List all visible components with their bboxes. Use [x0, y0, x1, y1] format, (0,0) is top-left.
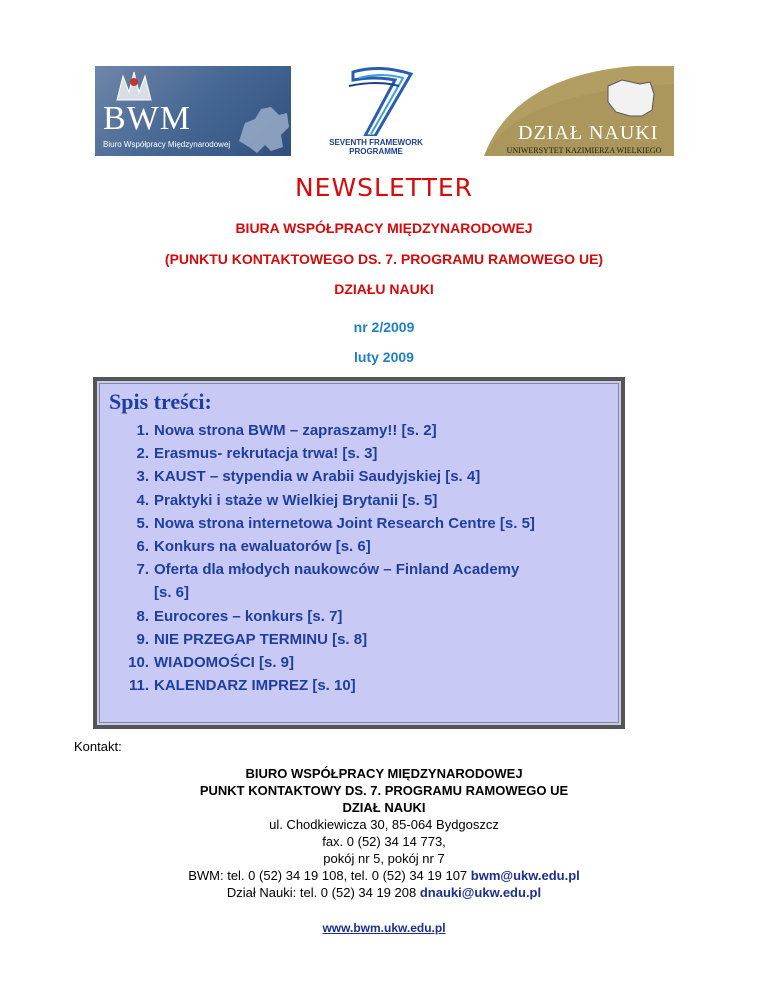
- bwm-email-link[interactable]: bwm@ukw.edu.pl: [470, 868, 580, 883]
- bwm-logo-subtitle: Biuro Współpracy Międzynarodowej: [103, 140, 231, 149]
- toc-item: 6. Konkurs na ewaluatorów [s. 6]: [136, 538, 371, 556]
- toc-list: [107, 419, 535, 697]
- toc-item: 10. WIADOMOŚCI [s. 9]: [128, 654, 295, 672]
- table-of-contents: [93, 377, 625, 729]
- fp7-logo: [319, 66, 433, 158]
- dn-email-link[interactable]: dnauki@ukw.edu.pl: [419, 885, 542, 900]
- bwm-phone: BWM: tel. 0 (52) 34 19 108, tel. 0 (52) 34 19 107: [188, 868, 468, 883]
- contact-org-line-3: DZIAŁ NAUKI: [342, 800, 426, 815]
- org-line-1: BIURA WSPÓŁPRACY MIĘDZYNARODOWEJ: [235, 220, 533, 236]
- crest-icon: [111, 70, 157, 104]
- org-line-2: (PUNKTU KONTAKTOWEGO DS. 7. PROGRAMU RAMOWEGO UE): [164, 251, 604, 267]
- newsletter-title: NEWSLETTER: [294, 173, 474, 202]
- toc-item: 5. Nowa strona internetowa Joint Research Centre [s. 5]: [136, 514, 535, 532]
- dzial-nauki-logo-subtitle: UNIWERSYTET KAZIMIERZA WIELKIEGO: [506, 146, 662, 155]
- fp7-seven-icon: [319, 66, 433, 136]
- website-line: [0, 920, 768, 935]
- dzial-nauki-logo-title: DZIAŁ NAUKI: [518, 122, 659, 144]
- contact-rooms: pokój nr 5, pokój nr 7: [323, 851, 445, 866]
- contact-org-line-1: BIURO WSPÓŁPRACY MIĘDZYNARODOWEJ: [245, 766, 523, 781]
- toc-item: 9. NIE PRZEGAP TERMINU [s. 8]: [136, 630, 368, 648]
- dn-phone: Dział Nauki: tel. 0 (52) 34 19 208: [226, 885, 417, 900]
- bwm-logo-letters: BWM: [103, 100, 191, 137]
- toc-item: 4. Praktyki i staże w Wielkiej Brytanii [s. 5]: [136, 491, 438, 509]
- toc-item: 11. KALENDARZ IMPREZ [s. 10]: [128, 677, 356, 695]
- contact-label: Kontakt:: [74, 739, 122, 754]
- contact-address: ul. Chodkiewicza 30, 85-064 Bydgoszcz: [269, 817, 499, 832]
- contact-org-line-2: PUNKT KONTAKTOWY DS. 7. PROGRAMU RAMOWEGO UE: [199, 783, 569, 798]
- contact-bwm-line: [0, 868, 768, 883]
- toc-item: 7. Oferta dla młodych naukowców – Finland Academy [s. 6]: [136, 561, 520, 602]
- toc-item: 8. Eurocores – konkurs [s. 7]: [136, 607, 343, 625]
- fp7-logo-line1: SEVENTH FRAMEWORK: [329, 138, 423, 147]
- toc-item: 2. Erasmus- rekrutacja trwa! [s. 3]: [136, 445, 378, 463]
- website-link[interactable]: www.bwm.ukw.edu.pl: [322, 921, 446, 935]
- bwm-logo: [95, 66, 291, 156]
- contact-dn-line: [0, 885, 768, 900]
- issue-number: nr 2/2009: [353, 319, 415, 335]
- dzial-nauki-logo: [484, 66, 674, 156]
- contact-fax: fax. 0 (52) 34 14 773,: [322, 834, 446, 849]
- org-line-3: DZIAŁU NAUKI: [334, 281, 434, 297]
- europe-map-icon: [235, 101, 291, 156]
- issue-date: luty 2009: [354, 349, 414, 365]
- toc-item: 3. KAUST – stypendia w Arabii Saudyjskiej [s. 4]: [136, 468, 481, 486]
- toc-item: 1. Nowa strona BWM – zapraszamy!! [s. 2]: [136, 422, 437, 439]
- toc-title: Spis treści:: [109, 389, 212, 414]
- fp7-logo-line2: PROGRAMME: [349, 147, 403, 156]
